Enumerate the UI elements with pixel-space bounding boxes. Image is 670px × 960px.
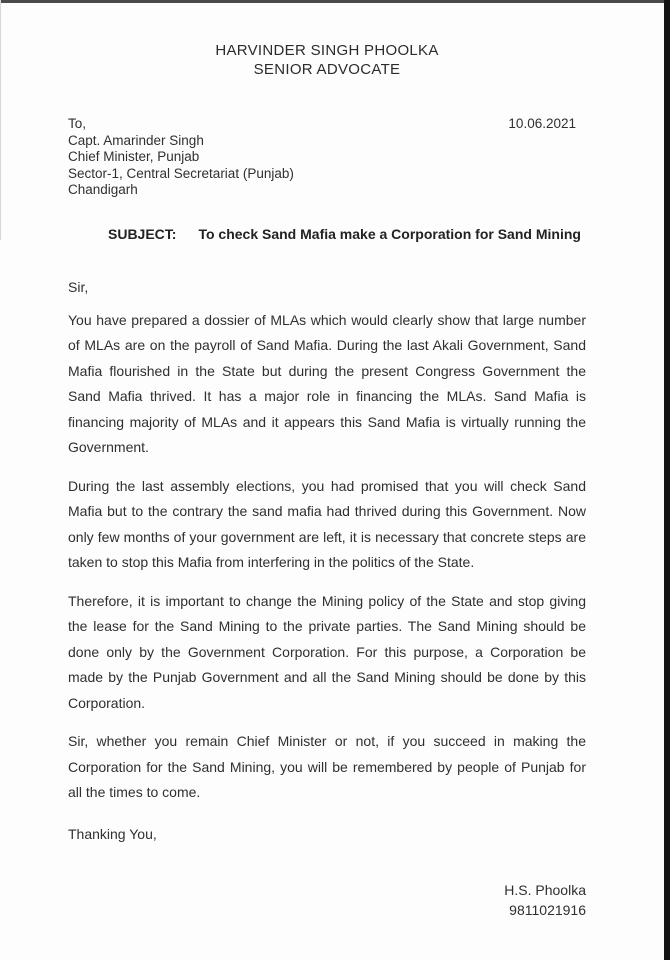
- subject-text: To check Sand Mafia make a Corporation for Sand Mining: [198, 225, 581, 242]
- subject-line: [68, 226, 586, 242]
- letter-content: [68, 0, 586, 920]
- letter-date: 10.06.2021: [508, 116, 576, 131]
- recipient-line: Chief Minister, Punjab: [68, 149, 200, 164]
- letterhead: [68, 0, 586, 79]
- scan-edge-right: [664, 0, 670, 960]
- signature-block: [68, 880, 586, 920]
- paragraph: During the last assembly elections, you had promised that you will check Sand Mafia but to the contrary the sand mafia had thrived during this Government. Now only few months of your government are left, it is necessary that concrete steps are taken to stop this Mafia from interfering in the politics of the State.: [68, 477, 586, 570]
- recipient-line: Chandigarh: [68, 182, 138, 197]
- paragraph: Therefore, it is important to change the Mining policy of the State and stop giving the lease for the Sand Mining to the private parties. The Sand Mining should be done only by the Government Corporation. For this purpose, a Corporation be made by the Punjab Government and all the Sand Mining should be done by this Corporation.: [68, 592, 586, 711]
- to-label: To,: [68, 116, 87, 131]
- subject-label: SUBJECT:: [108, 225, 177, 242]
- paragraph: Sir, whether you remain Chief Minister or not, if you succeed in making the Corporation for the Sand Mining, you will be remembered by people of Punjab for all the times to come.: [68, 733, 586, 800]
- recipient-line: Capt. Amarinder Singh: [68, 132, 204, 148]
- letterhead-name: HARVINDER SINGH PHOOLKA: [215, 42, 439, 59]
- salutation: Sir,: [68, 278, 89, 295]
- closing: Thanking You,: [68, 825, 157, 842]
- recipient-block: [68, 116, 294, 199]
- signature-phone: 9811021916: [509, 901, 586, 918]
- paragraph: You have prepared a dossier of MLAs which would clearly show that large number of MLAs are on the payroll of Sand Mafia. During the last Akali Government, Sand Mafia flourished in the State but during the present Congress Government the Sand Mafia thrived. It has a major role in financing the MLAs. Sand Mafia is financing majority of MLAs and it appears this Sand Mafia is virtually running the Government.: [68, 311, 586, 455]
- scan-edge-left: [0, 0, 1, 240]
- letterhead-title: SENIOR ADVOCATE: [253, 61, 401, 78]
- recipient-line: Sector-1, Central Secretariat (Punjab): [68, 165, 294, 181]
- address-date-row: [68, 116, 586, 199]
- signature-name: H.S. Phoolka: [504, 881, 586, 898]
